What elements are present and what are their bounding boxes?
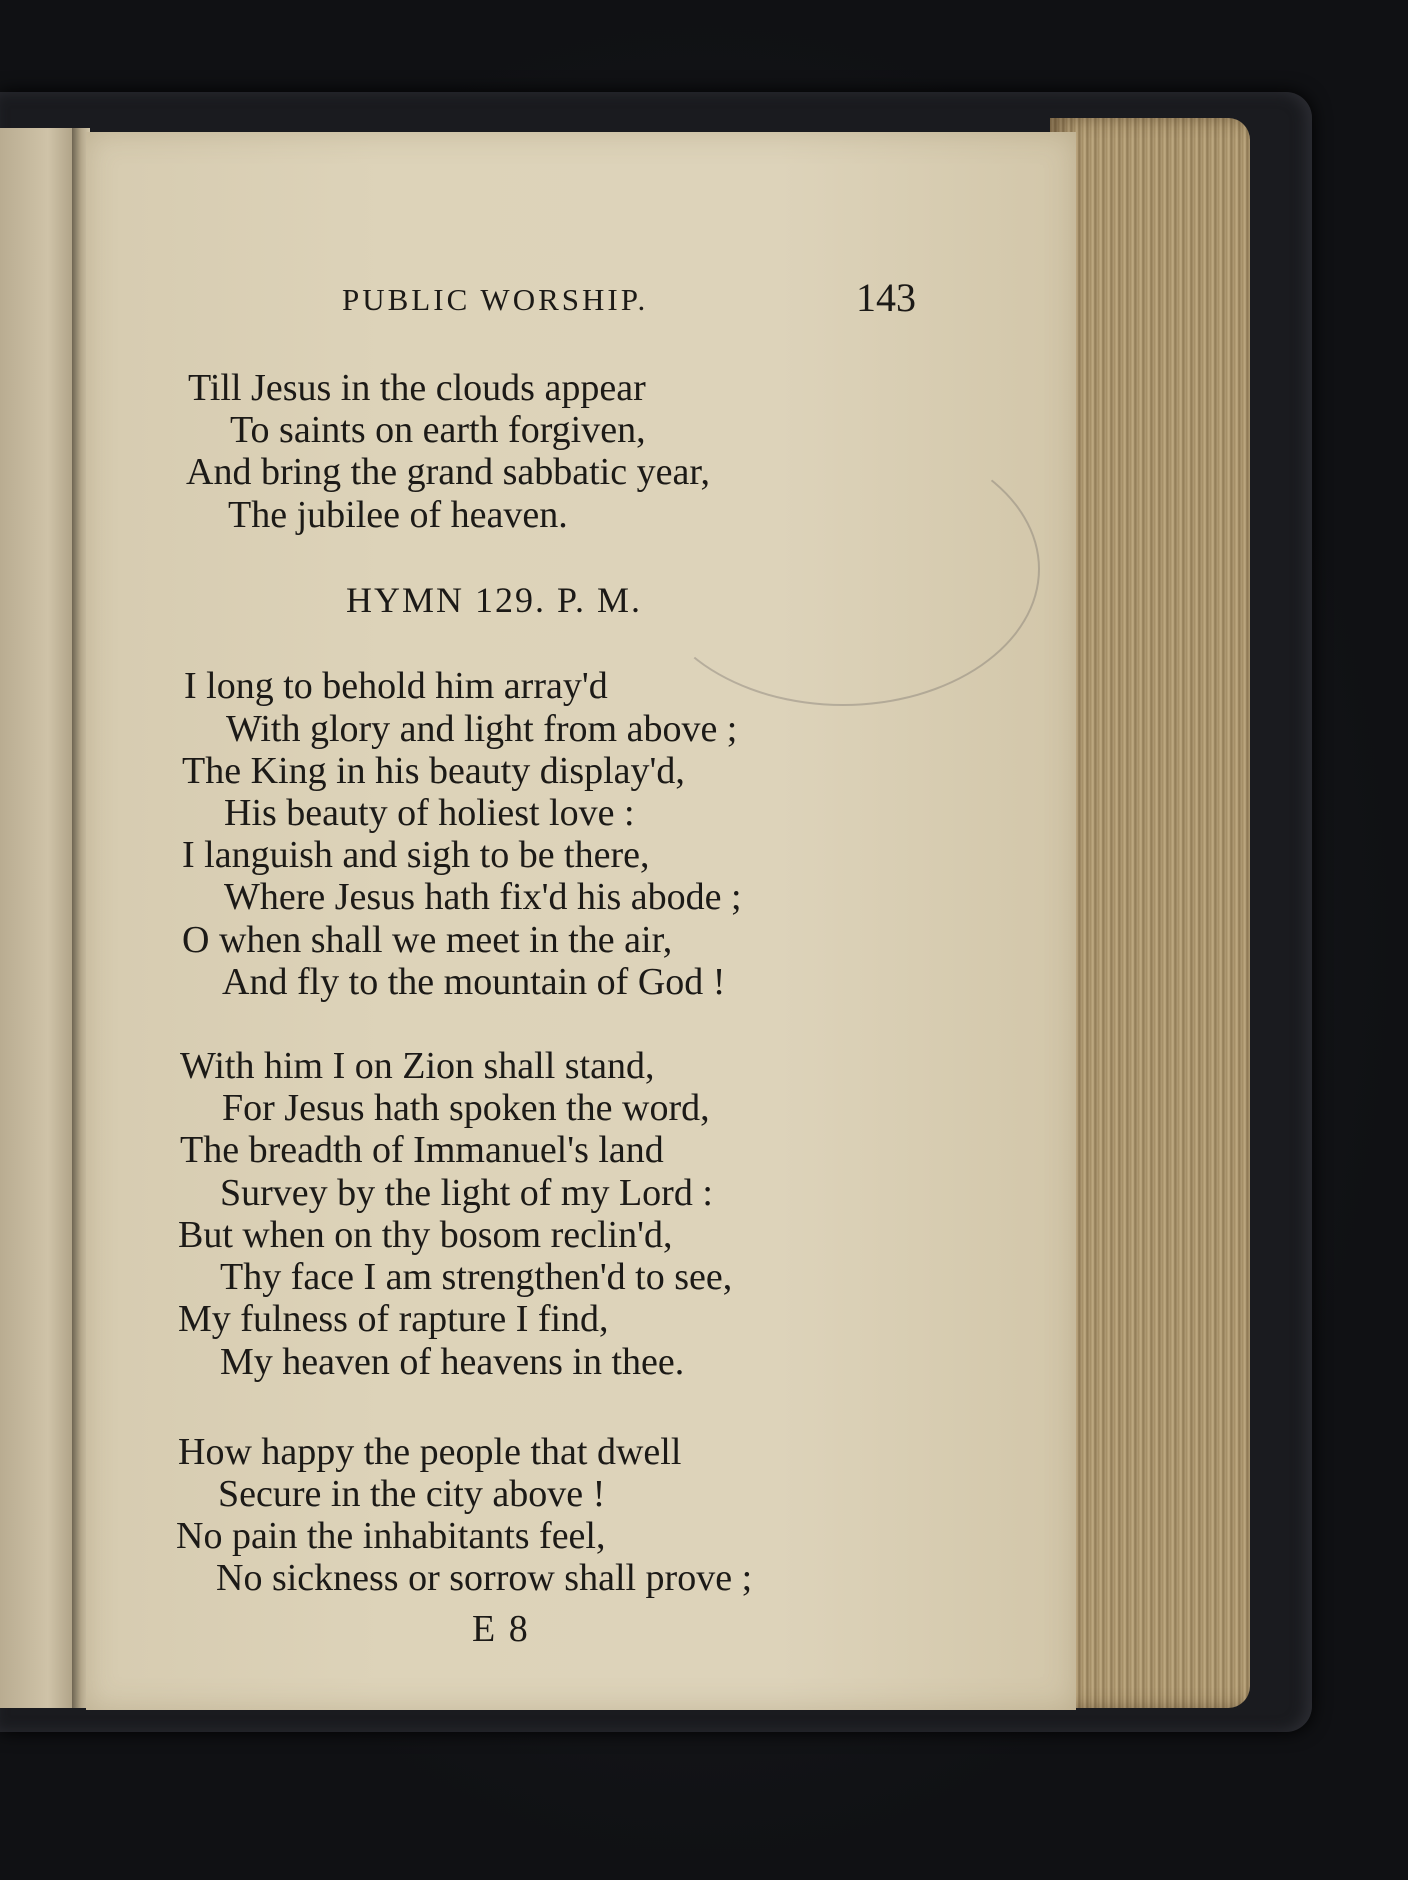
verse-line: No pain the inhabitants feel, xyxy=(176,1515,606,1557)
verse-line: But when on thy bosom reclin'd, xyxy=(178,1214,673,1256)
hymn-title: HYMN 129. P. M. xyxy=(346,580,643,620)
verse-line: With him I on Zion shall stand, xyxy=(180,1045,655,1087)
verse-line: No sickness or sorrow shall prove ; xyxy=(216,1557,753,1599)
page-edges xyxy=(1050,118,1250,1708)
verse-line: Secure in the city above ! xyxy=(218,1473,606,1515)
verse-line: Till Jesus in the clouds appear xyxy=(188,367,646,409)
verse-line: His beauty of holiest love : xyxy=(224,792,635,834)
verse-line: O when shall we meet in the air, xyxy=(182,919,673,961)
page-number: 143 xyxy=(856,275,916,320)
verse-line: Where Jesus hath fix'd his abode ; xyxy=(224,876,742,918)
left-page-sliver xyxy=(0,128,80,1708)
verse-line: My fulness of rapture I find, xyxy=(178,1298,609,1340)
verse-line: Survey by the light of my Lord : xyxy=(220,1172,713,1214)
running-title: PUBLIC WORSHIP. xyxy=(342,282,649,317)
verse-line: For Jesus hath spoken the word, xyxy=(222,1087,710,1129)
verse-line: With glory and light from above ; xyxy=(226,708,738,750)
verse-line: The breadth of Immanuel's land xyxy=(180,1129,664,1171)
verse-line: My heaven of heavens in thee. xyxy=(220,1341,685,1383)
signature-mark: E 8 xyxy=(472,1608,530,1650)
verse-line: I languish and sigh to be there, xyxy=(182,834,650,876)
verse-line: And fly to the mountain of God ! xyxy=(222,961,726,1003)
verse-line: The King in his beauty display'd, xyxy=(182,750,685,792)
verse-line: The jubilee of heaven. xyxy=(228,494,568,536)
verse-line: To saints on earth forgiven, xyxy=(230,409,646,451)
verse-line: And bring the grand sabbatic year, xyxy=(186,451,710,493)
verse-line: How happy the people that dwell xyxy=(178,1431,682,1473)
verse-line: I long to behold him array'd xyxy=(184,665,608,707)
verse-line: Thy face I am strengthen'd to see, xyxy=(220,1256,733,1298)
